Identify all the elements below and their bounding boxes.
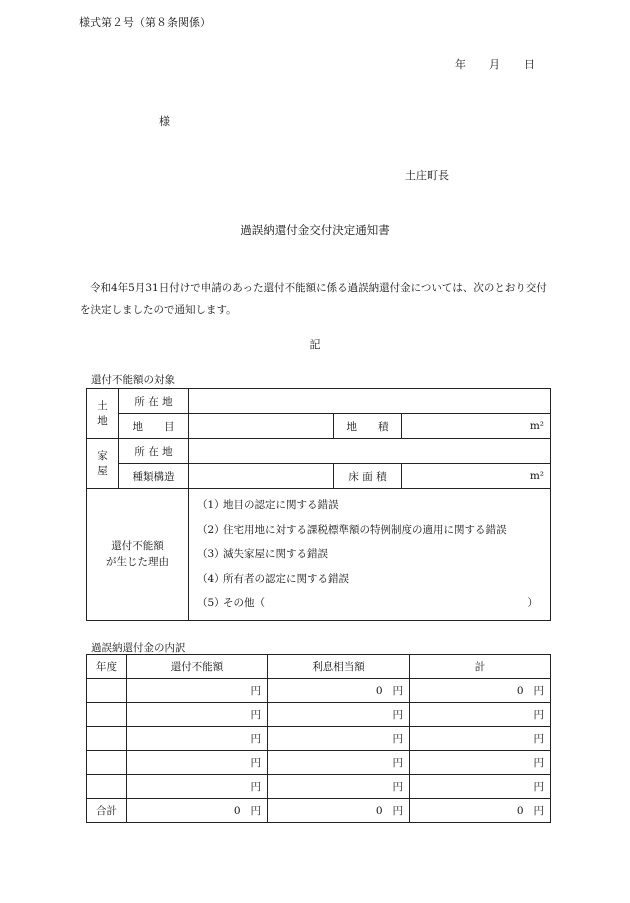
addressee-suffix: 様 <box>159 115 170 128</box>
total-cell[interactable]: 円 <box>410 775 551 799</box>
header-year: 年度 <box>87 655 127 679</box>
header-total: 計 <box>410 655 551 679</box>
total-label: 合計 <box>87 799 127 823</box>
refund-cell[interactable]: 円 <box>127 775 268 799</box>
land-location-value[interactable] <box>189 389 551 414</box>
target-table <box>86 388 551 621</box>
year-cell[interactable] <box>87 679 127 703</box>
year-cell[interactable] <box>87 703 127 727</box>
year-cell[interactable] <box>87 727 127 751</box>
table-row <box>87 775 551 799</box>
land-location-label: 所 在 地 <box>119 389 189 414</box>
interest-cell[interactable]: 0 円 <box>268 679 410 703</box>
interest-cell[interactable]: 円 <box>268 751 410 775</box>
refund-cell[interactable]: 円 <box>127 751 268 775</box>
refund-cell[interactable]: 円 <box>127 679 268 703</box>
header-interest: 利息相当額 <box>268 655 410 679</box>
total-cell[interactable]: 円 <box>410 727 551 751</box>
reason-item[interactable]: （3）滅失家屋に関する錯誤 <box>197 548 328 561</box>
reason-item[interactable]: （4）所有者の認定に関する錯誤 <box>197 572 349 585</box>
house-label: 家 屋 <box>87 439 119 489</box>
date-year-label: 年 <box>455 58 466 71</box>
issuer-name: 土庄町長 <box>405 169 449 182</box>
reason-item[interactable]: （2）住宅用地に対する課税標準額の特例制度の適用に関する錯誤 <box>197 523 507 536</box>
land-category-label: 地 目 <box>119 414 189 439</box>
land-category-value[interactable] <box>189 414 334 439</box>
table-row <box>87 751 551 775</box>
reason-list <box>189 489 551 621</box>
area-unit: m² <box>529 470 545 482</box>
header-refund: 還付不能額 <box>127 655 268 679</box>
document-title: 過誤納還付金交付決定通知書 <box>240 223 390 237</box>
total-refund-cell: 0 円 <box>127 799 268 823</box>
target-caption: 還付不能額の対象 <box>91 374 175 386</box>
notice-paragraph: 令和4年5月31日付けで申請のあった還付不能額に係る過誤納還付金については、次のとおり交付を決定しましたので通知します。 <box>80 282 547 316</box>
reason-item-other[interactable]: （5）その他（ ） <box>197 597 539 610</box>
year-cell[interactable] <box>87 751 127 775</box>
structure-label: 種類構造 <box>119 464 189 489</box>
land-label: 土 地 <box>87 389 119 439</box>
table-row <box>87 679 551 703</box>
structure-value[interactable] <box>189 464 334 489</box>
total-row <box>87 799 551 823</box>
breakdown-caption: 過誤納還付金の内訳 <box>91 642 186 654</box>
land-area-value[interactable] <box>402 414 551 439</box>
total-cell[interactable]: 円 <box>410 703 551 727</box>
refund-cell[interactable]: 円 <box>127 703 268 727</box>
date-month-label: 月 <box>489 58 500 71</box>
area-unit: m² <box>529 420 545 432</box>
total-interest-cell: 0 円 <box>268 799 410 823</box>
land-area-label: 地 積 <box>334 414 402 439</box>
year-cell[interactable] <box>87 775 127 799</box>
interest-cell[interactable]: 円 <box>268 775 410 799</box>
reason-item[interactable]: （1）地目の認定に関する錯誤 <box>197 499 339 511</box>
total-cell[interactable]: 0 円 <box>410 679 551 703</box>
floor-area-value[interactable] <box>402 464 551 489</box>
breakdown-table <box>86 654 551 823</box>
table-row <box>87 727 551 751</box>
floor-area-label: 床 面 積 <box>334 464 402 489</box>
total-cell[interactable]: 円 <box>410 751 551 775</box>
date-day-label: 日 <box>524 58 535 71</box>
ki-heading: 記 <box>309 338 321 351</box>
house-location-label: 所 在 地 <box>119 439 189 464</box>
grand-total-cell: 0 円 <box>410 799 551 823</box>
refund-cell[interactable]: 円 <box>127 727 268 751</box>
house-location-value[interactable] <box>189 439 551 464</box>
interest-cell[interactable]: 円 <box>268 703 410 727</box>
table-row <box>87 703 551 727</box>
reason-label: 還付不能額 が生じた理由 <box>87 489 189 621</box>
form-number: 様式第２号（第８条関係） <box>79 16 211 29</box>
interest-cell[interactable]: 円 <box>268 727 410 751</box>
